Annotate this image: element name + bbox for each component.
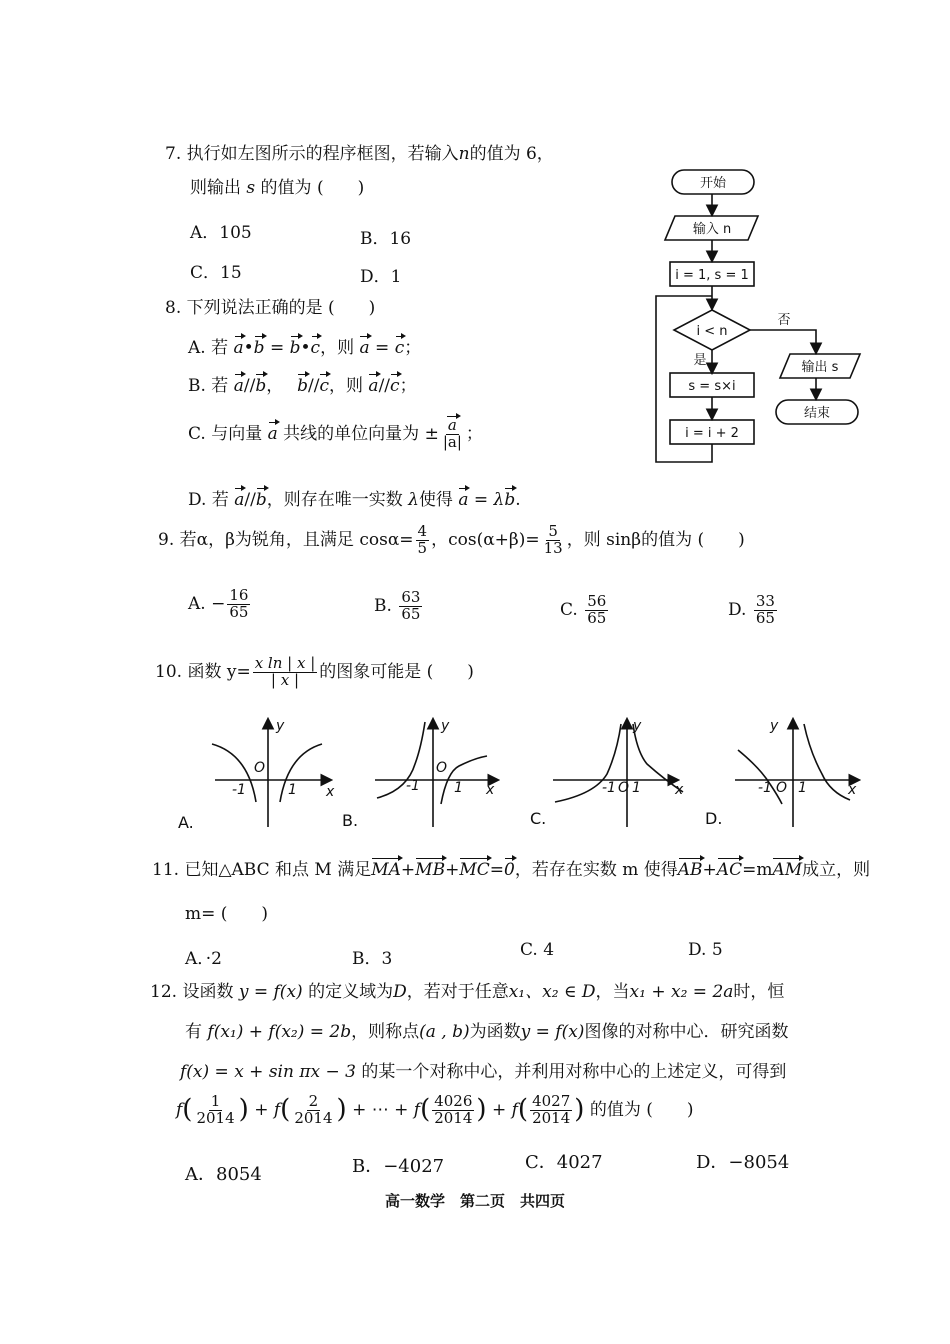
q7-stem-line2: 则输出 s 的值为 ( ) [190, 178, 365, 198]
flowchart [640, 160, 880, 470]
flow-no-label: 否 [777, 313, 791, 328]
q11-stem-line2: m= ( ) [185, 904, 269, 924]
q10-a-one: 1 [288, 782, 297, 798]
q10-c-y-label: y [633, 718, 642, 734]
q7-option-b: B．16 [360, 229, 412, 249]
q12-line2: 有 f(x₁) + f(x₂) = 2b，则称点(a , b)为函数y = f(x)图像的对称中心．研究函数 [185, 1022, 789, 1042]
page-footer: 高一数学 第二页 共四页 [384, 1192, 565, 1210]
q10-graph-d [735, 720, 858, 827]
q10-label-a: A. [178, 813, 194, 832]
q10-label-b: B. [342, 811, 359, 830]
flow-step2-label: i = i + 2 [685, 426, 739, 441]
flow-output-label: 输出 s [801, 360, 839, 375]
q10-stem: 10. 函数 y= $\frac{\text{x ln | x |}}{| x |}$ 的图象可能是 ( ) [155, 654, 474, 689]
q12-option-c: C．4027 [525, 1152, 603, 1173]
q10-graph-c [553, 720, 683, 827]
q10-a-neg-one: -1 [232, 782, 246, 798]
q10-d-y-label: y [770, 718, 779, 734]
q9-option-a: A. − $\frac{16}{65}$ [188, 586, 249, 621]
flow-condition-label: i < n [696, 324, 728, 339]
q10-b-x-label: x [486, 782, 495, 798]
q8-stem: 8. 下列说法正确的是 ( ) [165, 298, 376, 318]
q12-line3: f(x) = x + sin πx − 3 的某一个对称中心，并利用对称中心的上述定义，可得到 [180, 1062, 787, 1082]
q10-a-origin: O [254, 760, 266, 776]
q7-stem-line1: 7. 执行如左图所示的程序框图，若输入n的值为 6， [165, 144, 554, 164]
q10-a-y-label: y [276, 718, 285, 734]
q11-option-c: C. 4 [520, 940, 555, 960]
q9-option-d: D. $\frac{33}{65}$ [728, 592, 775, 627]
q10-label-d: D. [705, 809, 723, 828]
q10-b-origin: O [436, 760, 448, 776]
q10-c-one: 1 [632, 780, 641, 796]
flow-input-label: 输入 n [692, 222, 732, 237]
q8-option-b: B. 若 a//b， b//c，则 a//c； [188, 376, 417, 396]
q12-sum-expression: f( $\frac{1}{2014}$ ) + f( $\frac{2}{2014}$ ) + ⋯ + f( $\frac{4026}{2014}$ ) + f( $\frac{4027}{2014}$ ) 的值为 ( ) [176, 1092, 694, 1127]
q12-option-b: B．−4027 [352, 1156, 445, 1177]
q9-option-c: C. $\frac{56}{65}$ [560, 592, 607, 627]
flow-end-label: 结束 [803, 406, 831, 421]
q11-option-d: D. 5 [688, 940, 723, 960]
q10-c-neg-one: -1 [602, 780, 616, 796]
flow-init-label: i = 1, s = 1 [675, 268, 749, 283]
q9-stem: 9. 若α，β为锐角，且满足 cosα= $\frac{4}{5}$ ，cos(α+β)= $\frac{5}{13}$ ，则 sinβ的值为 ( ) [158, 522, 745, 557]
q12-option-d: D．−8054 [696, 1152, 790, 1173]
q7-option-c: C．15 [190, 263, 242, 283]
q8-option-d: D. 若 a//b，则存在唯一实数 λ使得 a = λb. [188, 490, 521, 510]
q8-option-a: A. 若 a•b = b•c，则 a = c； [188, 338, 422, 358]
q10-c-x-label: x [675, 782, 684, 798]
q10-b-y-label: y [441, 718, 450, 734]
q10-c-origin: O [618, 780, 630, 796]
q7-option-a: A．105 [190, 223, 252, 243]
q10-d-origin: O [776, 780, 788, 796]
q11-stem-line1: 11. 已知△ABC 和点 M 满足MA+MB+MC=0，若存在实数 m 使得AB+AC=mAM成立，则 [152, 860, 871, 880]
q10-d-neg-one: -1 [758, 780, 772, 796]
q9-option-b: B. $\frac{63}{65}$ [374, 588, 421, 623]
q11-option-b: B．3 [352, 949, 393, 969]
q8-option-c: C. 与向量 a 共线的单位向量为 ± $\frac{a}{|a|}$ ； [188, 416, 483, 451]
q10-label-c: C. [530, 809, 547, 828]
q10-a-x-label: x [326, 784, 335, 800]
flow-start-label: 开始 [699, 176, 727, 191]
q7-option-d: D．1 [360, 267, 402, 287]
flow-step1-label: s = s×i [688, 379, 736, 394]
q10-graphs [170, 712, 870, 837]
q10-b-neg-one: -1 [406, 778, 420, 794]
q10-d-x-label: x [848, 782, 857, 798]
q10-b-one: 1 [454, 780, 463, 796]
q10-graph-a [212, 720, 330, 827]
q11-option-a: A．·2 [185, 949, 222, 969]
q12-option-a: A．8054 [185, 1164, 262, 1185]
q12-line1: 12. 设函数 y = f(x) 的定义域为D，若对于任意x₁、x₂ ∈ D，当x₁ + x₂ = 2a时，恒 [150, 982, 785, 1002]
flow-yes-label: 是 [693, 353, 707, 368]
q10-d-one: 1 [798, 780, 807, 796]
